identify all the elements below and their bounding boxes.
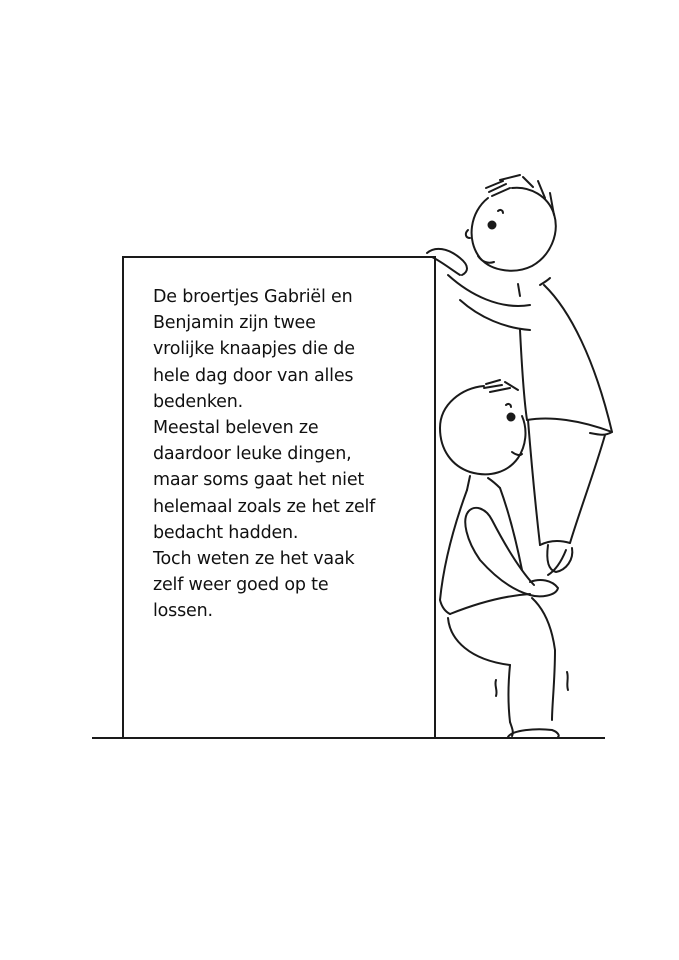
story-line: daardoor leuke dingen, — [153, 444, 352, 465]
story-line: bedenken. — [153, 391, 243, 412]
story-line: zelf weer goed op te — [153, 575, 329, 596]
story-line: Benjamin zijn twee — [153, 313, 316, 334]
story-line: maar soms gaat het niet — [153, 470, 365, 491]
story-line: lossen. — [153, 601, 213, 622]
bottom-boy-figure — [440, 380, 568, 737]
top-boy-figure — [427, 175, 612, 572]
story-line: Toch weten ze het vaak — [153, 549, 355, 570]
story-line: bedacht hadden. — [153, 522, 299, 543]
story-line: vrolijke knaapjes die de — [153, 339, 355, 360]
story-line: hele dag door van alles — [153, 365, 354, 386]
story-line: De broertjes Gabriël en — [153, 287, 353, 307]
story-line: Meestal beleven ze — [153, 418, 319, 439]
story-line: helemaal zoals ze het zelf — [153, 496, 376, 517]
